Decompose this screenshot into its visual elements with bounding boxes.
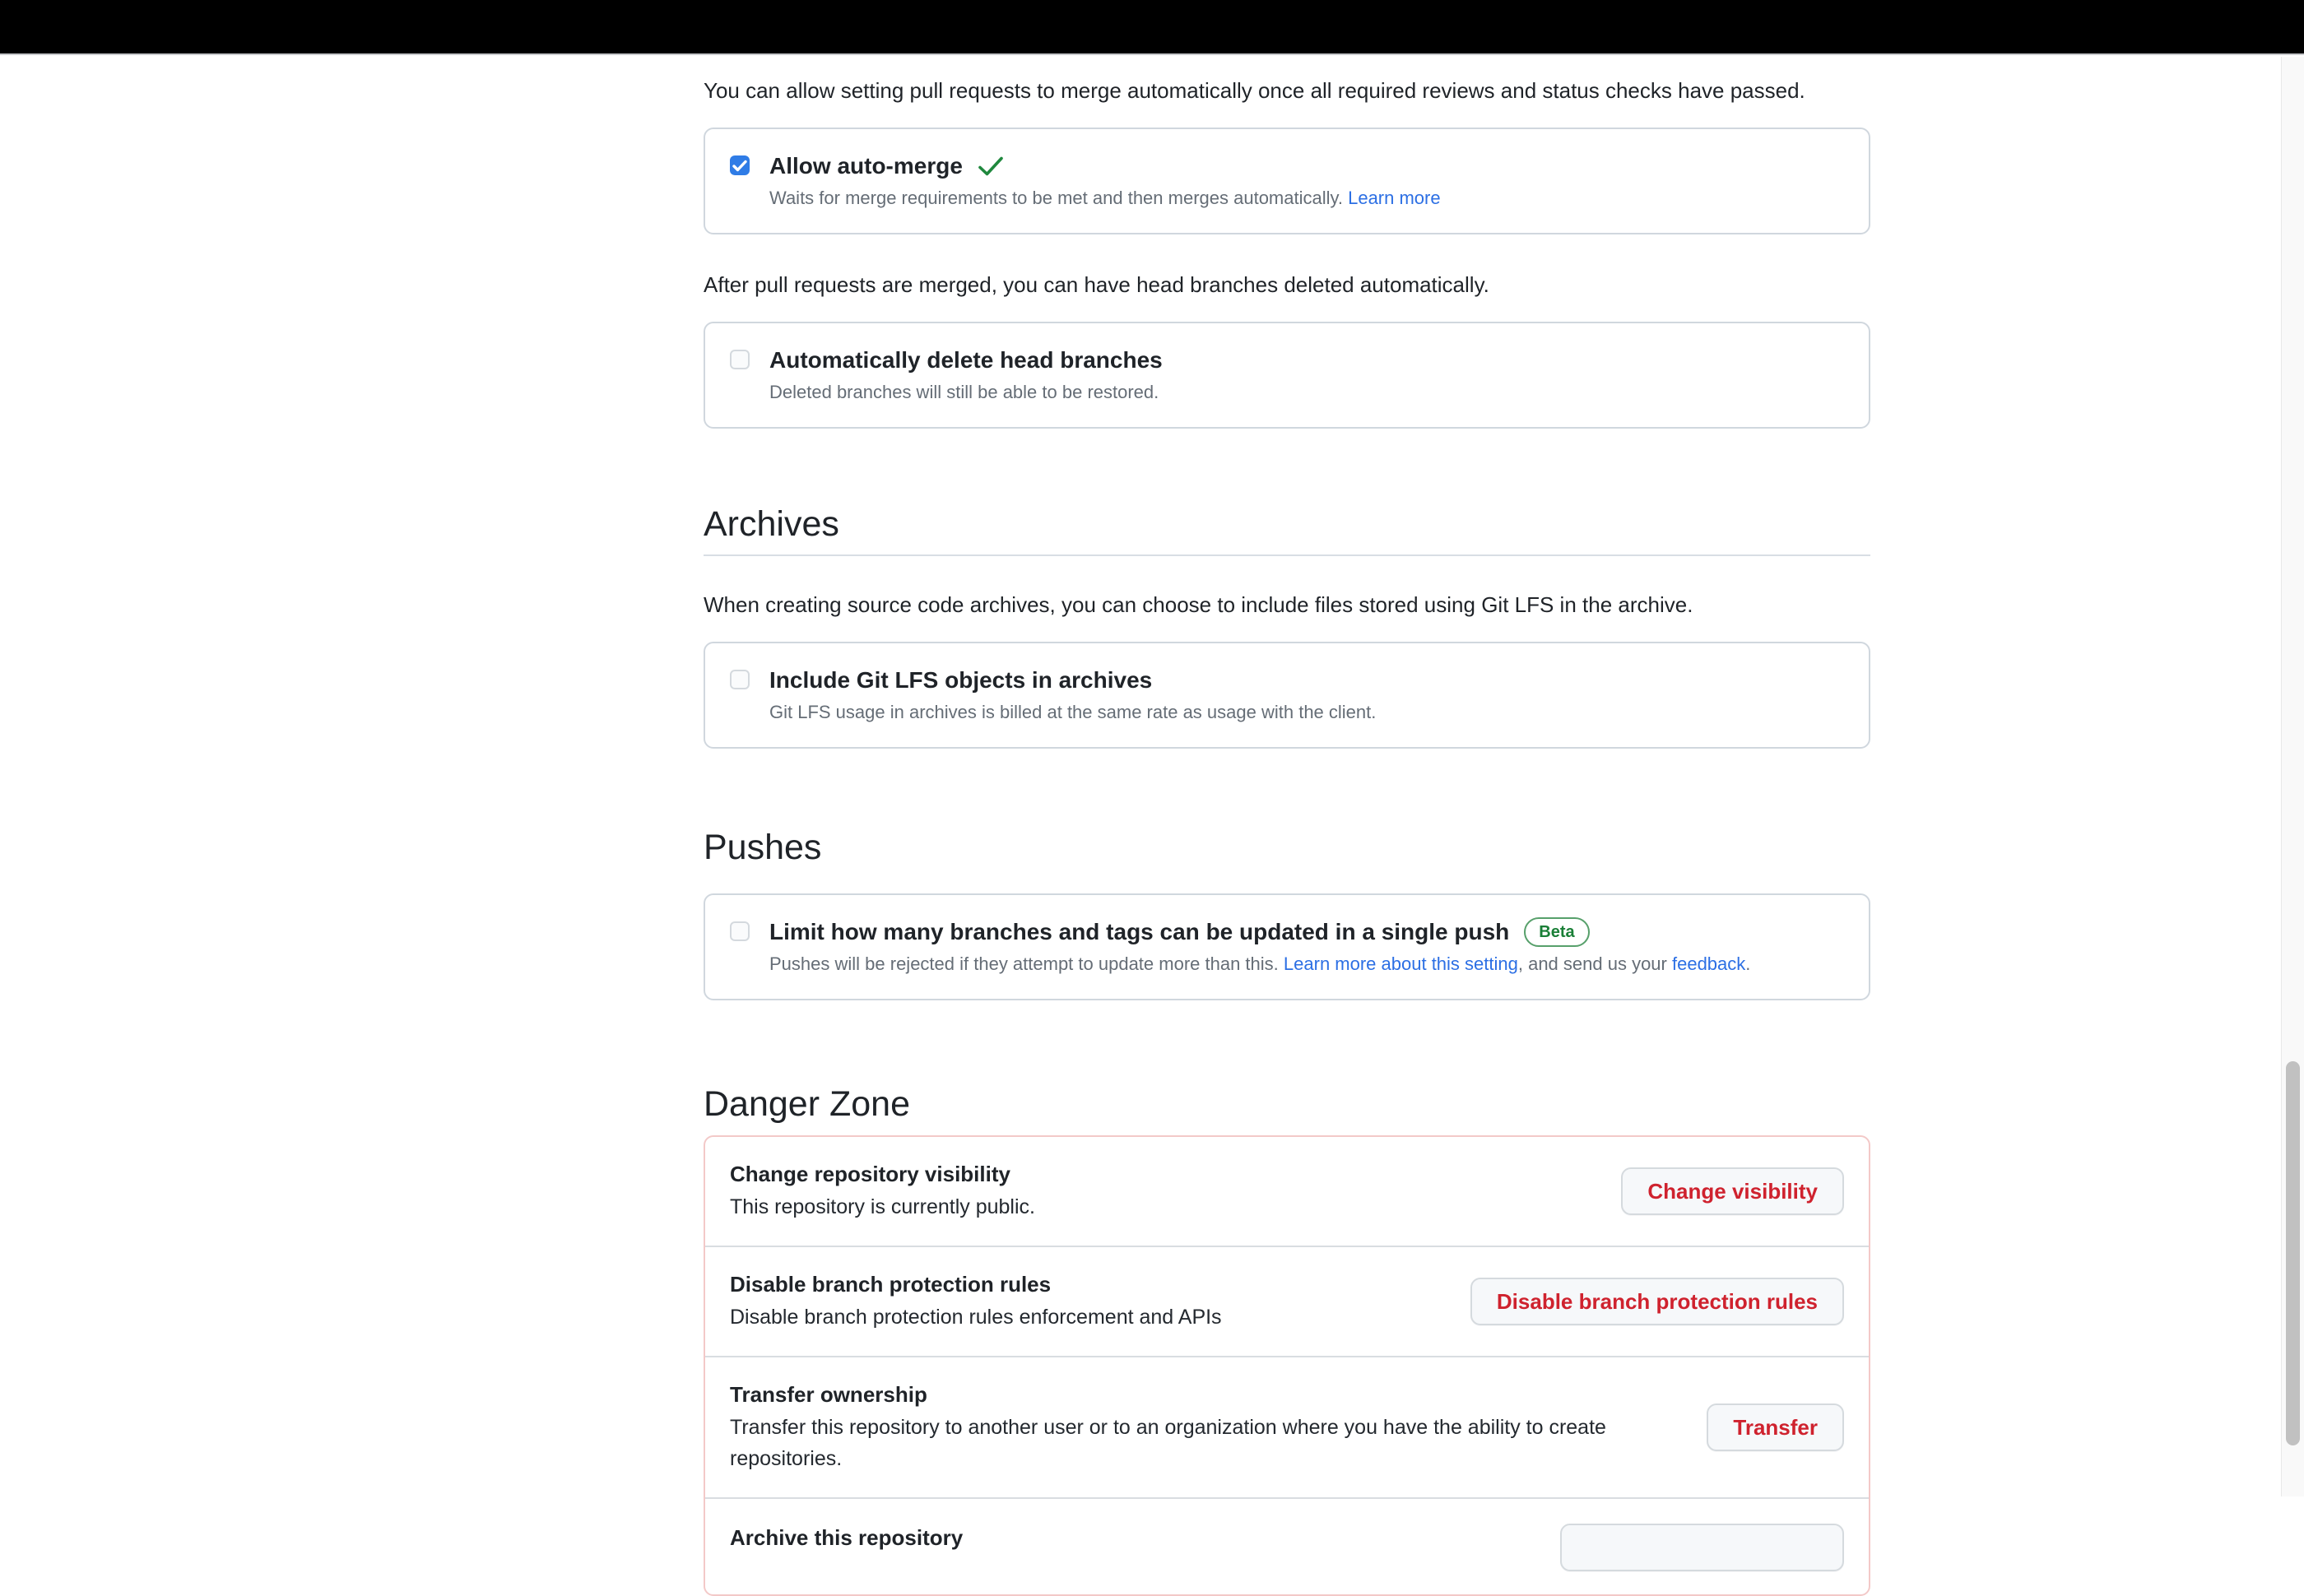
- limit-push-box: [704, 893, 1870, 1000]
- change-visibility-button[interactable]: Change visibility: [1621, 1167, 1844, 1215]
- delete-head-branches-box: [704, 322, 1870, 429]
- beta-badge: Beta: [1524, 917, 1589, 947]
- delete-head-branches-checkbox[interactable]: [730, 350, 750, 369]
- include-git-lfs-checkbox[interactable]: [730, 670, 750, 689]
- learn-more-link[interactable]: Learn more: [1348, 188, 1441, 208]
- pushes-heading: Pushes: [704, 828, 822, 867]
- checkmark-icon: [732, 160, 747, 172]
- danger-zone-heading: Danger Zone: [704, 1084, 910, 1124]
- disable-branch-protection-button[interactable]: Disable branch protection rules: [1470, 1278, 1844, 1325]
- archives-intro-text: When creating source code archives, you can choose to include files stored using Git LFS in the archive.: [704, 592, 1693, 617]
- archives-heading: Archives: [704, 504, 839, 544]
- include-git-lfs-description: Git LFS usage in archives is billed at the same rate as usage with the client.: [769, 702, 1377, 722]
- delete-head-branches-description: Deleted branches will still be able to be restored.: [769, 382, 1159, 402]
- settings-content: [704, 57, 1870, 1596]
- archive-repository-button[interactable]: [1560, 1524, 1844, 1571]
- include-git-lfs-box: [704, 642, 1870, 749]
- limit-push-description-mid: , and send us your: [1517, 953, 1672, 974]
- auto-merge-intro-text: You can allow setting pull requests to merge automatically once all required reviews and status checks have passed.: [704, 78, 1805, 103]
- transfer-button[interactable]: Transfer: [1707, 1403, 1844, 1451]
- archives-divider: [704, 554, 1870, 556]
- danger-zone-box: [704, 1135, 1870, 1596]
- allow-auto-merge-box: [704, 128, 1870, 234]
- limit-push-checkbox[interactable]: [730, 921, 750, 941]
- feedback-link[interactable]: feedback: [1671, 953, 1746, 974]
- allow-auto-merge-label: Allow auto-merge: [769, 153, 963, 179]
- allow-auto-merge-description: Waits for merge requirements to be met and then merges automatically.: [769, 188, 1349, 208]
- change-visibility-row: [705, 1137, 1869, 1246]
- limit-push-description-end: .: [1745, 953, 1751, 974]
- include-git-lfs-label: Include Git LFS objects in archives: [769, 667, 1153, 693]
- transfer-ownership-title: Transfer ownership: [730, 1382, 927, 1407]
- head-branches-intro-text: After pull requests are merged, you can have head branches deleted automatically.: [704, 272, 1489, 297]
- limit-push-label: Limit how many branches and tags can be updated in a single push: [769, 919, 1510, 944]
- delete-head-branches-label: Automatically delete head branches: [769, 347, 1163, 373]
- scrollbar-thumb[interactable]: [2286, 1061, 2300, 1445]
- disable-branch-protection-title: Disable branch protection rules: [730, 1272, 1052, 1297]
- transfer-ownership-description: Transfer this repository to another user or to an organization where you have the ability to create repositories.: [730, 1416, 1606, 1470]
- disable-branch-protection-row: [705, 1246, 1869, 1356]
- top-black-bar: [0, 0, 2304, 55]
- change-visibility-description: This repository is currently public.: [730, 1195, 1035, 1218]
- change-visibility-title: Change repository visibility: [730, 1162, 1010, 1186]
- archive-repository-title: Archive this repository: [730, 1525, 964, 1550]
- check-icon: [978, 155, 1004, 177]
- disable-branch-protection-description: Disable branch protection rules enforcement and APIs: [730, 1306, 1222, 1329]
- limit-push-description: Pushes will be rejected if they attempt to update more than this.: [769, 953, 1284, 974]
- archive-repository-row: [705, 1497, 1869, 1594]
- learn-more-setting-link[interactable]: Learn more about this setting: [1283, 953, 1518, 974]
- transfer-ownership-row: [705, 1356, 1869, 1497]
- allow-auto-merge-checkbox[interactable]: [730, 155, 750, 175]
